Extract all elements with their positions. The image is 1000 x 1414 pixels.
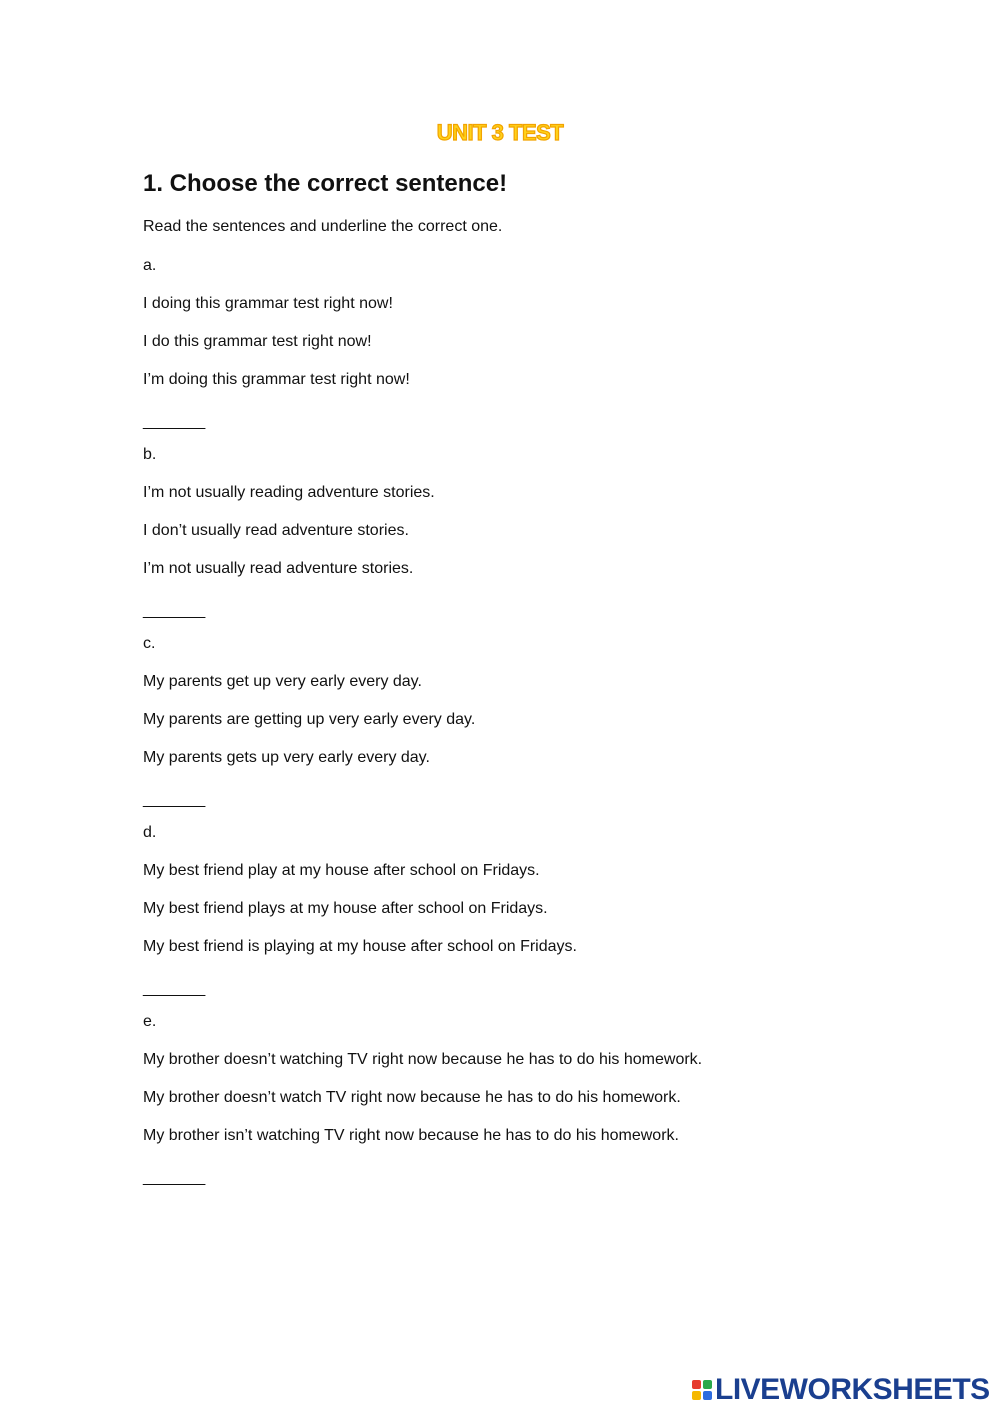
answer-blank[interactable]: _______ xyxy=(143,980,206,997)
answer-blank[interactable]: _______ xyxy=(143,791,206,808)
option-sentence[interactable]: My brother doesn’t watching TV right now because he has to do his homework. xyxy=(143,1051,703,1068)
page-title: UNIT 3 TEST xyxy=(436,120,564,145)
answer-blank[interactable]: _______ xyxy=(143,602,206,619)
question-a xyxy=(143,255,903,444)
option-sentence[interactable]: I’m not usually read adventure stories. xyxy=(143,560,414,577)
instruction-text: Read the sentences and underline the correct one. xyxy=(143,218,503,235)
question-list xyxy=(143,255,903,1200)
question-letter: a. xyxy=(143,257,157,274)
question-letter: d. xyxy=(143,824,157,841)
option-sentence[interactable]: My best friend is playing at my house after school on Fridays. xyxy=(143,938,577,955)
option-sentence[interactable]: My best friend play at my house after school on Fridays. xyxy=(143,862,540,879)
question-c xyxy=(143,633,903,822)
logo-square-icon xyxy=(692,1380,701,1389)
option-sentence[interactable]: I don’t usually read adventure stories. xyxy=(143,522,409,539)
logo-square-icon xyxy=(692,1391,701,1400)
liveworksheets-logo-icon xyxy=(692,1380,712,1400)
question-letter: e. xyxy=(143,1013,157,1030)
option-sentence[interactable]: I doing this grammar test right now! xyxy=(143,295,393,312)
logo-square-icon xyxy=(703,1380,712,1389)
option-sentence[interactable]: I do this grammar test right now! xyxy=(143,333,372,350)
option-sentence[interactable]: My parents gets up very early every day. xyxy=(143,749,430,766)
question-d xyxy=(143,822,903,1011)
section-title: 1. Choose the correct sentence! xyxy=(143,170,508,197)
question-e xyxy=(143,1011,903,1200)
option-sentence[interactable]: My parents get up very early every day. xyxy=(143,673,422,690)
option-sentence[interactable]: I’m doing this grammar test right now! xyxy=(143,371,410,388)
option-sentence[interactable]: I’m not usually reading adventure stories. xyxy=(143,484,435,501)
question-letter: b. xyxy=(143,446,157,463)
option-sentence[interactable]: My best friend plays at my house after school on Fridays. xyxy=(143,900,548,917)
answer-blank[interactable]: _______ xyxy=(143,413,206,430)
option-sentence[interactable]: My brother doesn’t watch TV right now because he has to do his homework. xyxy=(143,1089,681,1106)
option-sentence[interactable]: My brother isn’t watching TV right now because he has to do his homework. xyxy=(143,1127,679,1144)
logo-square-icon xyxy=(703,1391,712,1400)
liveworksheets-logo[interactable] xyxy=(692,1372,990,1408)
answer-blank[interactable]: _______ xyxy=(143,1169,206,1186)
option-sentence[interactable]: My parents are getting up very early every day. xyxy=(143,711,476,728)
question-b xyxy=(143,444,903,633)
question-letter: c. xyxy=(143,635,156,652)
logo-text: LIVEWORKSHEETS xyxy=(715,1373,990,1406)
